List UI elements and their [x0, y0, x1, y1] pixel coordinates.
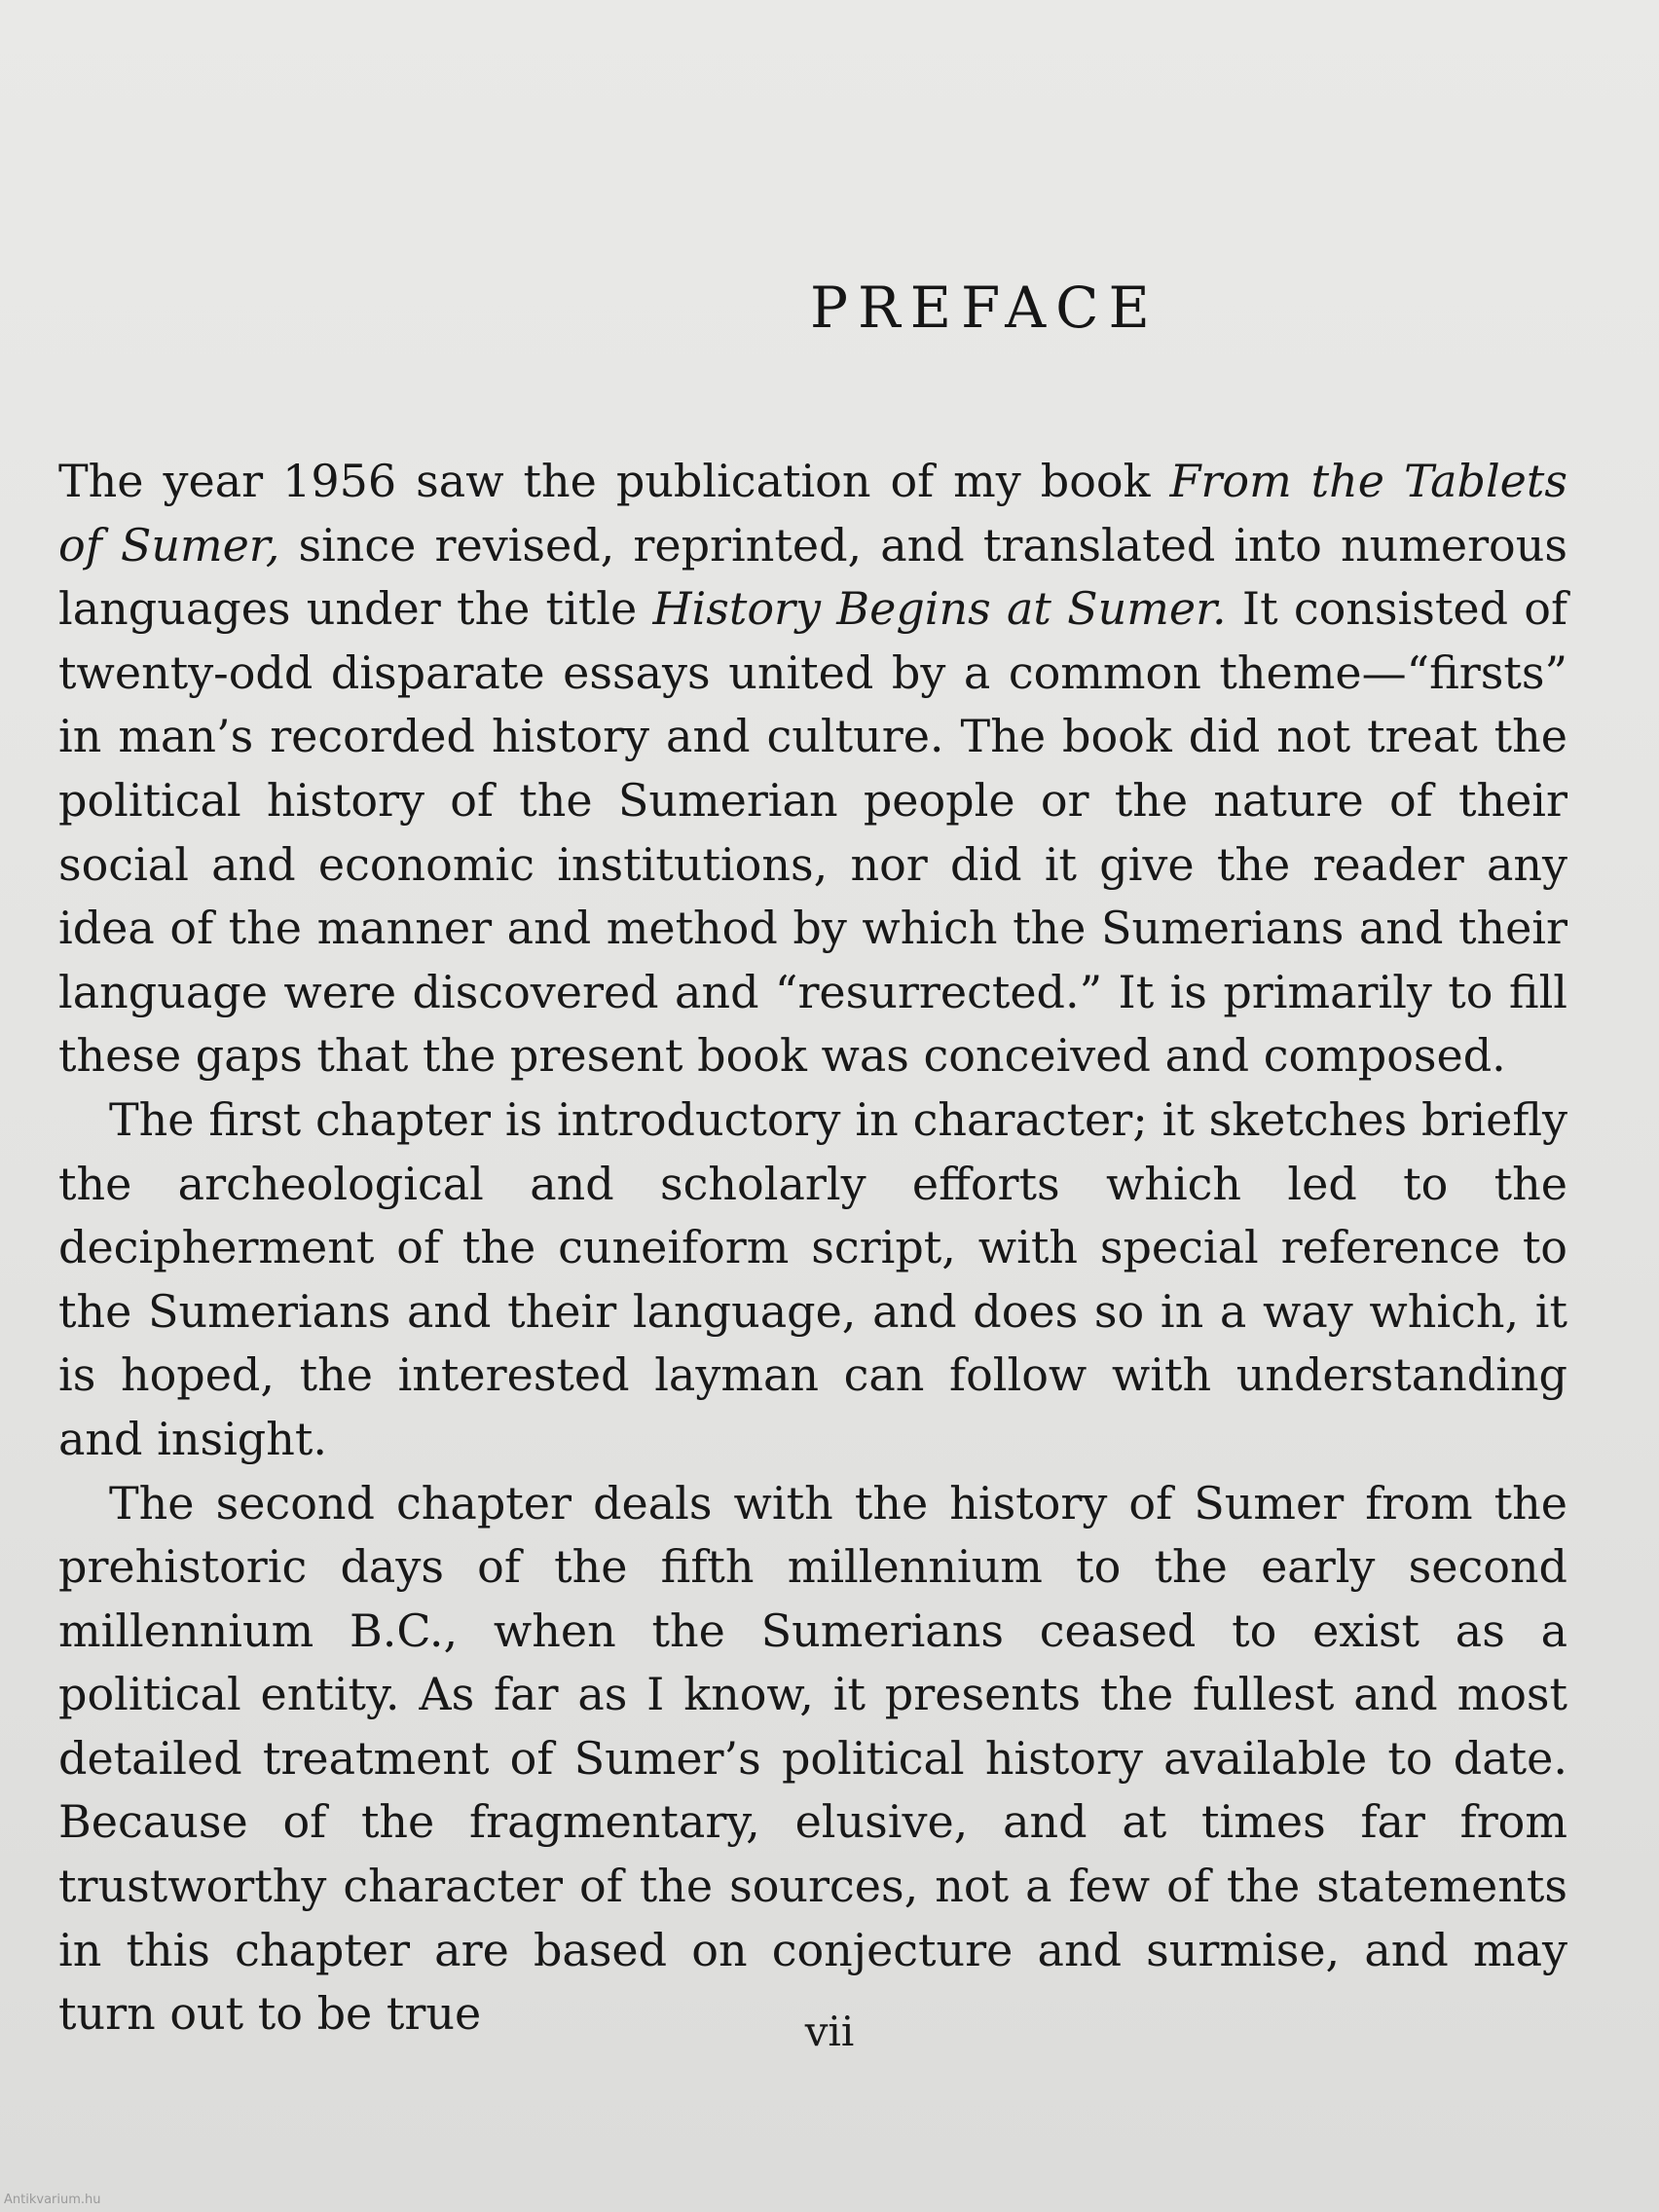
paragraph-2: [58, 1088, 1567, 1472]
watermark: Antikvarium.hu: [4, 2193, 101, 2207]
book-title-italic: From the Tablets of Sumer,: [58, 455, 1567, 571]
text-run: The second chapter deals with the history of Sumer from the prehistoric days of the fifth millennium to the early second millennium B.C., when the Sumerians ceased to exist as a political entity. As far as I know, it presents the fullest and most detailed treatment of Sumer’s political history available to date. Because of the fragmentary, elusive, and at times far from trustworthy character of the sources, not a few of the statements in this chapter are based on conjecture and surmise, and may turn out to be true: [58, 1476, 1567, 2041]
paragraph-1: [58, 450, 1567, 1088]
text-run: It consisted of twenty-odd disparate essays united by a common theme—“firsts” in man’s recorded history and culture. The book did not treat the political history of the Sumerian people or the nature of their social and economic institutions, nor did it give the reader any idea of the manner and method by which the Sumerians and their language were discovered and “resurrected.” It is primarily to fill these gaps that the present book was conceived and composed.: [58, 582, 1567, 1083]
page-number: vii: [804, 2008, 855, 2055]
paragraph-3: [58, 1472, 1567, 2046]
text-run: The first chapter is introductory in character; it sketches briefly the archeological and scholarly efforts which led to the decipherment of the cuneiform script, with special reference to the Sumerians and their language, and does so in a way which, it is hoped, the interested layman can follow with understanding and insight.: [58, 1092, 1567, 1465]
text-run: since revised, reprinted, and translated into numerous languages under the title: [58, 518, 1567, 636]
book-title-italic: History Begins at Sumer.: [652, 582, 1227, 636]
text-run: The year 1956 saw the publication of my book: [58, 455, 1170, 507]
preface-body: [58, 450, 1567, 2046]
page-title: PREFACE: [810, 275, 1160, 341]
